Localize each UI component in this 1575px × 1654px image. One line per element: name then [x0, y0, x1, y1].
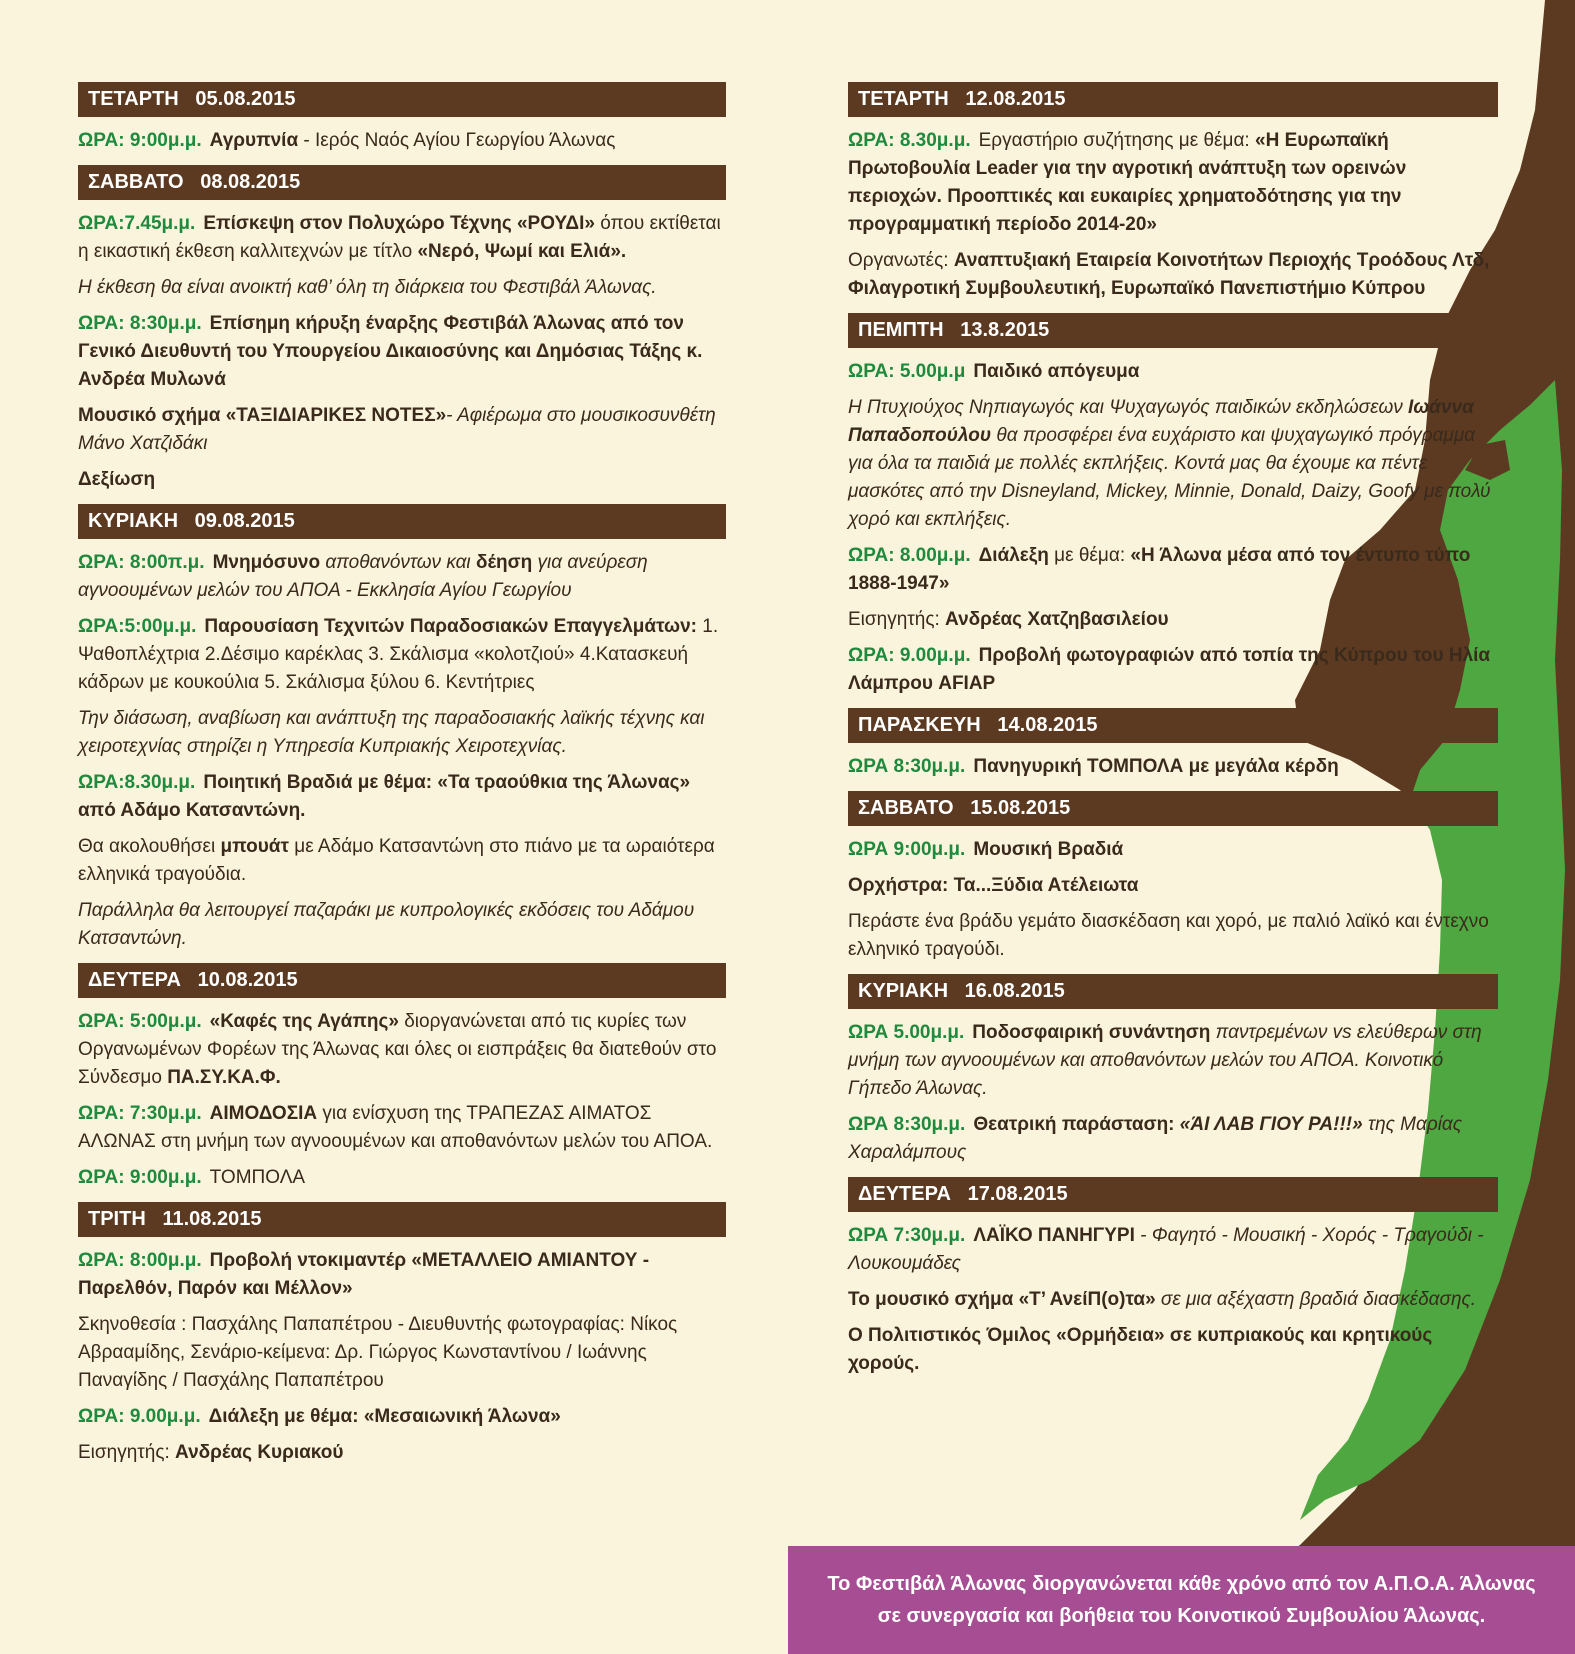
event-paragraph: [78, 705, 726, 761]
event-text: της Μαρίας Χαραλάμπους: [848, 1114, 1462, 1163]
day-header: ΣΑΒΒΑΤΟ 08.08.2015: [78, 165, 726, 200]
event-text: Ο Πολιτιστικός Όμιλος «Ορμήδεια» σε κυπριακούς και κρητικούς χορούς.: [848, 1325, 1433, 1374]
event-text: Παράλληλα θα λειτουργεί παζαράκι με κυπρολογικές εκδόσεις του Αδάμου Κατσαντώνη.: [78, 900, 695, 949]
event-text: «Καφές της Αγάπης»: [209, 1011, 399, 1032]
day-header: ΠΑΡΑΣΚΕΥΗ 14.08.2015: [848, 708, 1498, 743]
day-block: [78, 1202, 726, 1467]
event-text: Αγρυπνία: [209, 130, 299, 151]
event-text: Προβολή ντοκιμαντέρ «ΜΕΤΑΛΛΕΙΟ ΑΜΙΑΝΤΟΥ - Παρελθόν, Παρόν και Μέλλον»: [78, 1250, 650, 1299]
organizer-footer: [788, 1546, 1575, 1654]
event-paragraph: [78, 1439, 726, 1467]
event-text: - Αφιέρωμα στο μουσικοσυνθέτη Μάνο Χατζιδάκι: [78, 405, 716, 454]
footer-line-1: Το Φεστιβάλ Άλωνας διοργανώνεται κάθε χρόνο από τον Α.Π.Ο.Α. Άλωνας: [827, 1573, 1536, 1595]
event-paragraph: [78, 1164, 726, 1192]
event-time: ΩΡΑ: 8:00π.μ.: [78, 552, 205, 573]
event-text: Η Πτυχιούχος Νηπιαγωγός και Ψυχαγωγός παιδικών εκδηλώσεων: [848, 397, 1409, 418]
event-time: ΩΡΑ: 5:00μ.μ.: [78, 1011, 202, 1032]
event-text: Την διάσωση, αναβίωση και ανάπτυξη της παραδοσιακής λαϊκής τέχνης και χειροτεχνίας στηρίζει η Υπηρεσία Κυπριακής Χειροτεχνίας.: [78, 708, 705, 757]
event-text: με θέμα:: [1048, 545, 1131, 566]
event-paragraph: [78, 210, 726, 266]
event-text: Μουσικό σχήμα «ΤΑΞΙΔΙΑΡΙΚΕΣ ΝΟΤΕΣ»: [78, 405, 447, 426]
day-block: [848, 708, 1496, 781]
event-text: - Ιερός Ναός Αγίου Γεωργίου Άλωνας: [298, 130, 616, 151]
event-time: ΩΡΑ 7:30μ.μ.: [848, 1225, 966, 1246]
event-text: Οργανωτές:: [848, 250, 954, 271]
event-paragraph: [78, 549, 726, 605]
event-text: Εισηγητής:: [78, 1442, 176, 1463]
event-text: διοργανώνεται από τις κυρίες των Οργανωμένων Φορέων της Άλωνας και όλες οι εισπράξεις θα διατεθούν στο Σύνδεσμο: [78, 1011, 717, 1088]
schedule-column-right: [848, 82, 1496, 1388]
event-paragraph: [848, 1322, 1496, 1378]
event-paragraph: [848, 1111, 1496, 1167]
event-time: ΩΡΑ:5:00μ.μ.: [78, 616, 197, 637]
event-text: Ορχήστρα: Τα...Ξύδια Ατέλειωτα: [848, 875, 1139, 896]
event-text: ΑΙΜΟΔΟΣΙΑ: [209, 1103, 318, 1124]
event-time: ΩΡΑ: 9.00μ.μ.: [78, 1406, 201, 1427]
event-time: ΩΡΑ: 8:30μ.μ.: [78, 313, 202, 334]
event-text: Επίσημη κήρυξη έναρξης Φεστιβάλ Άλωνας από τον Γενικό Διευθυντή του Υπουργείου Δικαιοσύνης και Δημόσιας Τάξης κ. Ανδρέα Μυλωνά: [78, 313, 703, 390]
event-paragraph: [848, 1019, 1496, 1103]
event-text: Επίσκεψη στον Πολυχώρο Τέχνης «ΡΟΥΔΙ»: [203, 213, 595, 234]
day-block: [848, 313, 1496, 698]
event-text: Περάστε ένα βράδυ γεμάτο διασκέδαση και χορό, με παλιό λαϊκό και έντεχνο ελληνικό τραγούδι.: [848, 911, 1489, 960]
event-time: ΩΡΑ:7.45μ.μ.: [78, 213, 196, 234]
event-text: Θεατρική παράσταση:: [973, 1114, 1180, 1135]
event-text: Διάλεξη με θέμα: «Μεσαιωνική Άλωνα»: [208, 1406, 561, 1427]
day-header: ΤΡΙΤΗ 11.08.2015: [78, 1202, 726, 1237]
day-block: [848, 791, 1496, 964]
day-block: [848, 974, 1496, 1167]
event-text: θα προσφέρει ένα ευχάριστο και ψυχαγωγικό πρόγραμμα για όλα τα παιδιά με πολλές εκπλήξεις. Κοντά μας θα έχουμε κα πέντε μασκότες από την Disneyland, Mickey, Minnie, Donald, Daizy, Goofy με πολύ χορό και εκπλήξεις.: [848, 425, 1491, 530]
event-paragraph: [848, 872, 1496, 900]
event-time: ΩΡΑ: 5.00μ.μ: [848, 361, 966, 382]
event-text: Ποιητική Βραδιά με θέμα: «Τα τραούθκια της Άλωνας» από Αδάμο Κατσαντώνη.: [78, 772, 691, 821]
event-paragraph: [78, 274, 726, 302]
event-text: Μουσική Βραδιά: [973, 839, 1124, 860]
event-time: ΩΡΑ: 8.30μ.μ.: [848, 130, 971, 151]
event-paragraph: [848, 394, 1496, 534]
event-text: Θα ακολουθήσει: [78, 836, 221, 857]
event-time: ΩΡΑ: 8:00μ.μ.: [78, 1250, 202, 1271]
event-text: Δεξίωση: [78, 469, 156, 490]
event-paragraph: [848, 127, 1496, 239]
event-text: Σκηνοθεσία : Πασχάλης Παπαπέτρου - Διευθυντής φωτογραφίας: Νίκος Αβρααμίδης, Σενάριο-κείμενα: Δρ. Γιώργος Κωνσταντίνου / Ιωάννης Παναγίδης / Πασχάλης Παπαπέτρου: [78, 1314, 678, 1391]
event-paragraph: [848, 1286, 1496, 1314]
event-text: - Φαγητό - Μουσική - Χορός - Τραγούδι - Λουκουμάδες: [848, 1225, 1484, 1274]
event-text: Προβολή φωτογραφιών από τοπία της Κύπρου του Ηλία Λάμπρου AFIAP: [848, 645, 1491, 694]
event-text: ΠΑ.ΣΥ.ΚΑ.Φ.: [167, 1067, 281, 1088]
day-header: ΣΑΒΒΑΤΟ 15.08.2015: [848, 791, 1498, 826]
day-block: [78, 165, 726, 494]
day-block: [848, 1177, 1496, 1378]
event-text: «ΆΙ ΛΑΒ ΓΙΟΥ ΡΑ!!!»: [1179, 1114, 1363, 1135]
day-header: ΔΕΥΤΕΡΑ 17.08.2015: [848, 1177, 1498, 1212]
event-text: όπου εκτίθεται η εικαστική έκθεση καλλιτεχνών με τίτλο: [78, 213, 721, 262]
event-paragraph: [78, 1247, 726, 1303]
event-paragraph: [78, 402, 726, 458]
event-text: για ενίσχυση της ΤΡΑΠΕΖΑΣ ΑΙΜΑΤΟΣ ΑΛΩΝΑΣ στη μνήμη των αγνοουμένων και αποθανόντων μελών του ΑΠΟΑ.: [78, 1103, 713, 1152]
event-text: Η έκθεση θα είναι ανοικτή καθ’ όλη τη διάρκεια του Φεστιβάλ Άλωνας.: [78, 277, 657, 298]
event-text: δέηση: [475, 552, 533, 573]
event-text: Το μουσικό σχήμα «Τ’ ΑνείΠ(ο)τα»: [848, 1289, 1156, 1310]
event-time: ΩΡΑ: 7:30μ.μ.: [78, 1103, 202, 1124]
day-header: ΚΥΡΙΑΚΗ 09.08.2015: [78, 504, 726, 539]
event-paragraph: [848, 836, 1496, 864]
event-text: «Η Άλωνα μέσα από τον έντυπο τύπο 1888-1947»: [848, 545, 1471, 594]
day-block: [78, 82, 726, 155]
event-text: παντρεμένων vs ελεύθερων στη μνήμη των αγνοουμένων και αποθανόντων μελών του ΑΠΟΑ. Κοινοτικό Γήπεδο Άλωνας.: [848, 1022, 1482, 1099]
event-paragraph: [78, 769, 726, 825]
event-text: Διάλεξη: [978, 545, 1049, 566]
event-paragraph: [78, 1100, 726, 1156]
event-text: Μνημόσυνο: [212, 552, 321, 573]
event-time: ΩΡΑ: 9:00μ.μ.: [78, 130, 202, 151]
event-paragraph: [78, 1008, 726, 1092]
event-paragraph: [78, 1311, 726, 1395]
event-paragraph: [848, 358, 1496, 386]
day-block: [78, 963, 726, 1192]
event-paragraph: [848, 1222, 1496, 1278]
event-text: ΛΑΪΚΟ ΠΑΝΗΓΥΡΙ: [973, 1225, 1135, 1246]
event-paragraph: [848, 908, 1496, 964]
day-block: [848, 82, 1496, 303]
event-paragraph: [848, 642, 1496, 698]
event-text: Αναπτυξιακή Εταιρεία Κοινοτήτων Περιοχής Τροόδους Λτδ, Φιλαγροτική Συμβουλευτική, Ευρωπαϊκό Πανεπιστήμιο Κύπρου: [848, 250, 1490, 299]
event-paragraph: [78, 127, 726, 155]
event-time: ΩΡΑ 8:30μ.μ.: [848, 1114, 966, 1135]
event-time: ΩΡΑ 9:00μ.μ.: [848, 839, 966, 860]
event-text: Πανηγυρική ΤΟΜΠΟΛΑ με μεγάλα κέρδη: [973, 756, 1339, 777]
day-header: ΚΥΡΙΑΚΗ 16.08.2015: [848, 974, 1498, 1009]
day-header: ΔΕΥΤΕΡΑ 10.08.2015: [78, 963, 726, 998]
event-time: ΩΡΑ: 9.00μ.μ.: [848, 645, 971, 666]
event-paragraph: [848, 753, 1496, 781]
event-paragraph: [78, 833, 726, 889]
event-text: Παιδικό απόγευμα: [973, 361, 1140, 382]
event-text: Παρουσίαση Τεχνιτών Παραδοσιακών Επαγγελμάτων:: [204, 616, 697, 637]
event-paragraph: [78, 1403, 726, 1431]
event-paragraph: [78, 310, 726, 394]
day-header: ΠΕΜΠΤΗ 13.8.2015: [848, 313, 1498, 348]
event-paragraph: [78, 613, 726, 697]
event-text: Εργαστήριο συζήτησης με θέμα:: [978, 130, 1255, 151]
event-time: ΩΡΑ 8:30μ.μ.: [848, 756, 966, 777]
event-text: Ιωάννα Παπαδοπούλου: [848, 397, 1474, 446]
event-time: ΩΡΑ:8.30μ.μ.: [78, 772, 196, 793]
event-text: με Αδάμο Κατσαντώνη στο πιάνο με τα ωραιότερα ελληνικά τραγούδια.: [78, 836, 715, 885]
event-paragraph: [78, 897, 726, 953]
event-text: μπουάτ: [220, 836, 289, 857]
event-time: ΩΡΑ 5.00μ.μ.: [848, 1022, 965, 1043]
event-text: Ανδρέας Χατζηβασιλείου: [945, 609, 1169, 630]
event-text: για ανεύρεση αγνοουμένων μελών του ΑΠΟΑ - Εκκλησία Αγίου Γεωργίου: [78, 552, 648, 601]
event-text: Ανδρέας Κυριακού: [175, 1442, 344, 1463]
event-text: «Η Ευρωπαϊκή Πρωτοβουλία Leader για την αγροτική ανάπτυξη των ορεινών περιοχών. Προοπτικές και ευκαιρίες χρηματοδότησης για την προγραμματική περίοδο 2014-20»: [848, 130, 1407, 235]
event-time: ΩΡΑ: 8.00μ.μ.: [848, 545, 971, 566]
day-header: ΤΕΤΑΡΤΗ 12.08.2015: [848, 82, 1498, 117]
footer-line-2: σε συνεργασία και βοήθεια του Κοινοτικού Συμβουλίου Άλωνας.: [877, 1605, 1486, 1627]
event-text: σε μια αξέχαστη βραδιά διασκέδασης.: [1155, 1289, 1477, 1310]
event-paragraph: [78, 466, 726, 494]
event-paragraph: [848, 606, 1496, 634]
event-text: «Νερό, Ψωμί και Ελιά».: [417, 241, 627, 262]
day-block: [78, 504, 726, 953]
event-paragraph: [848, 247, 1496, 303]
event-text: ΤΟΜΠΟΛΑ: [209, 1167, 306, 1188]
day-header: ΤΕΤΑΡΤΗ 05.08.2015: [78, 82, 726, 117]
event-text: Ποδοσφαιρική συνάντηση: [972, 1022, 1211, 1043]
event-text: Εισηγητής:: [848, 609, 946, 630]
event-paragraph: [848, 542, 1496, 598]
event-text: αποθανόντων και: [320, 552, 476, 573]
schedule-column-left: [78, 82, 726, 1477]
event-text: 1. Ψαθοπλέχτρια 2.Δέσιμο καρέκλας 3. Σκάλισμα «κολοτζιού» 4.Κατασκευή κάδρων με κουκούλια 5. Σκάλισμα ξύλου 6. Κεντήτριες: [78, 616, 719, 693]
event-time: ΩΡΑ: 9:00μ.μ.: [78, 1167, 202, 1188]
